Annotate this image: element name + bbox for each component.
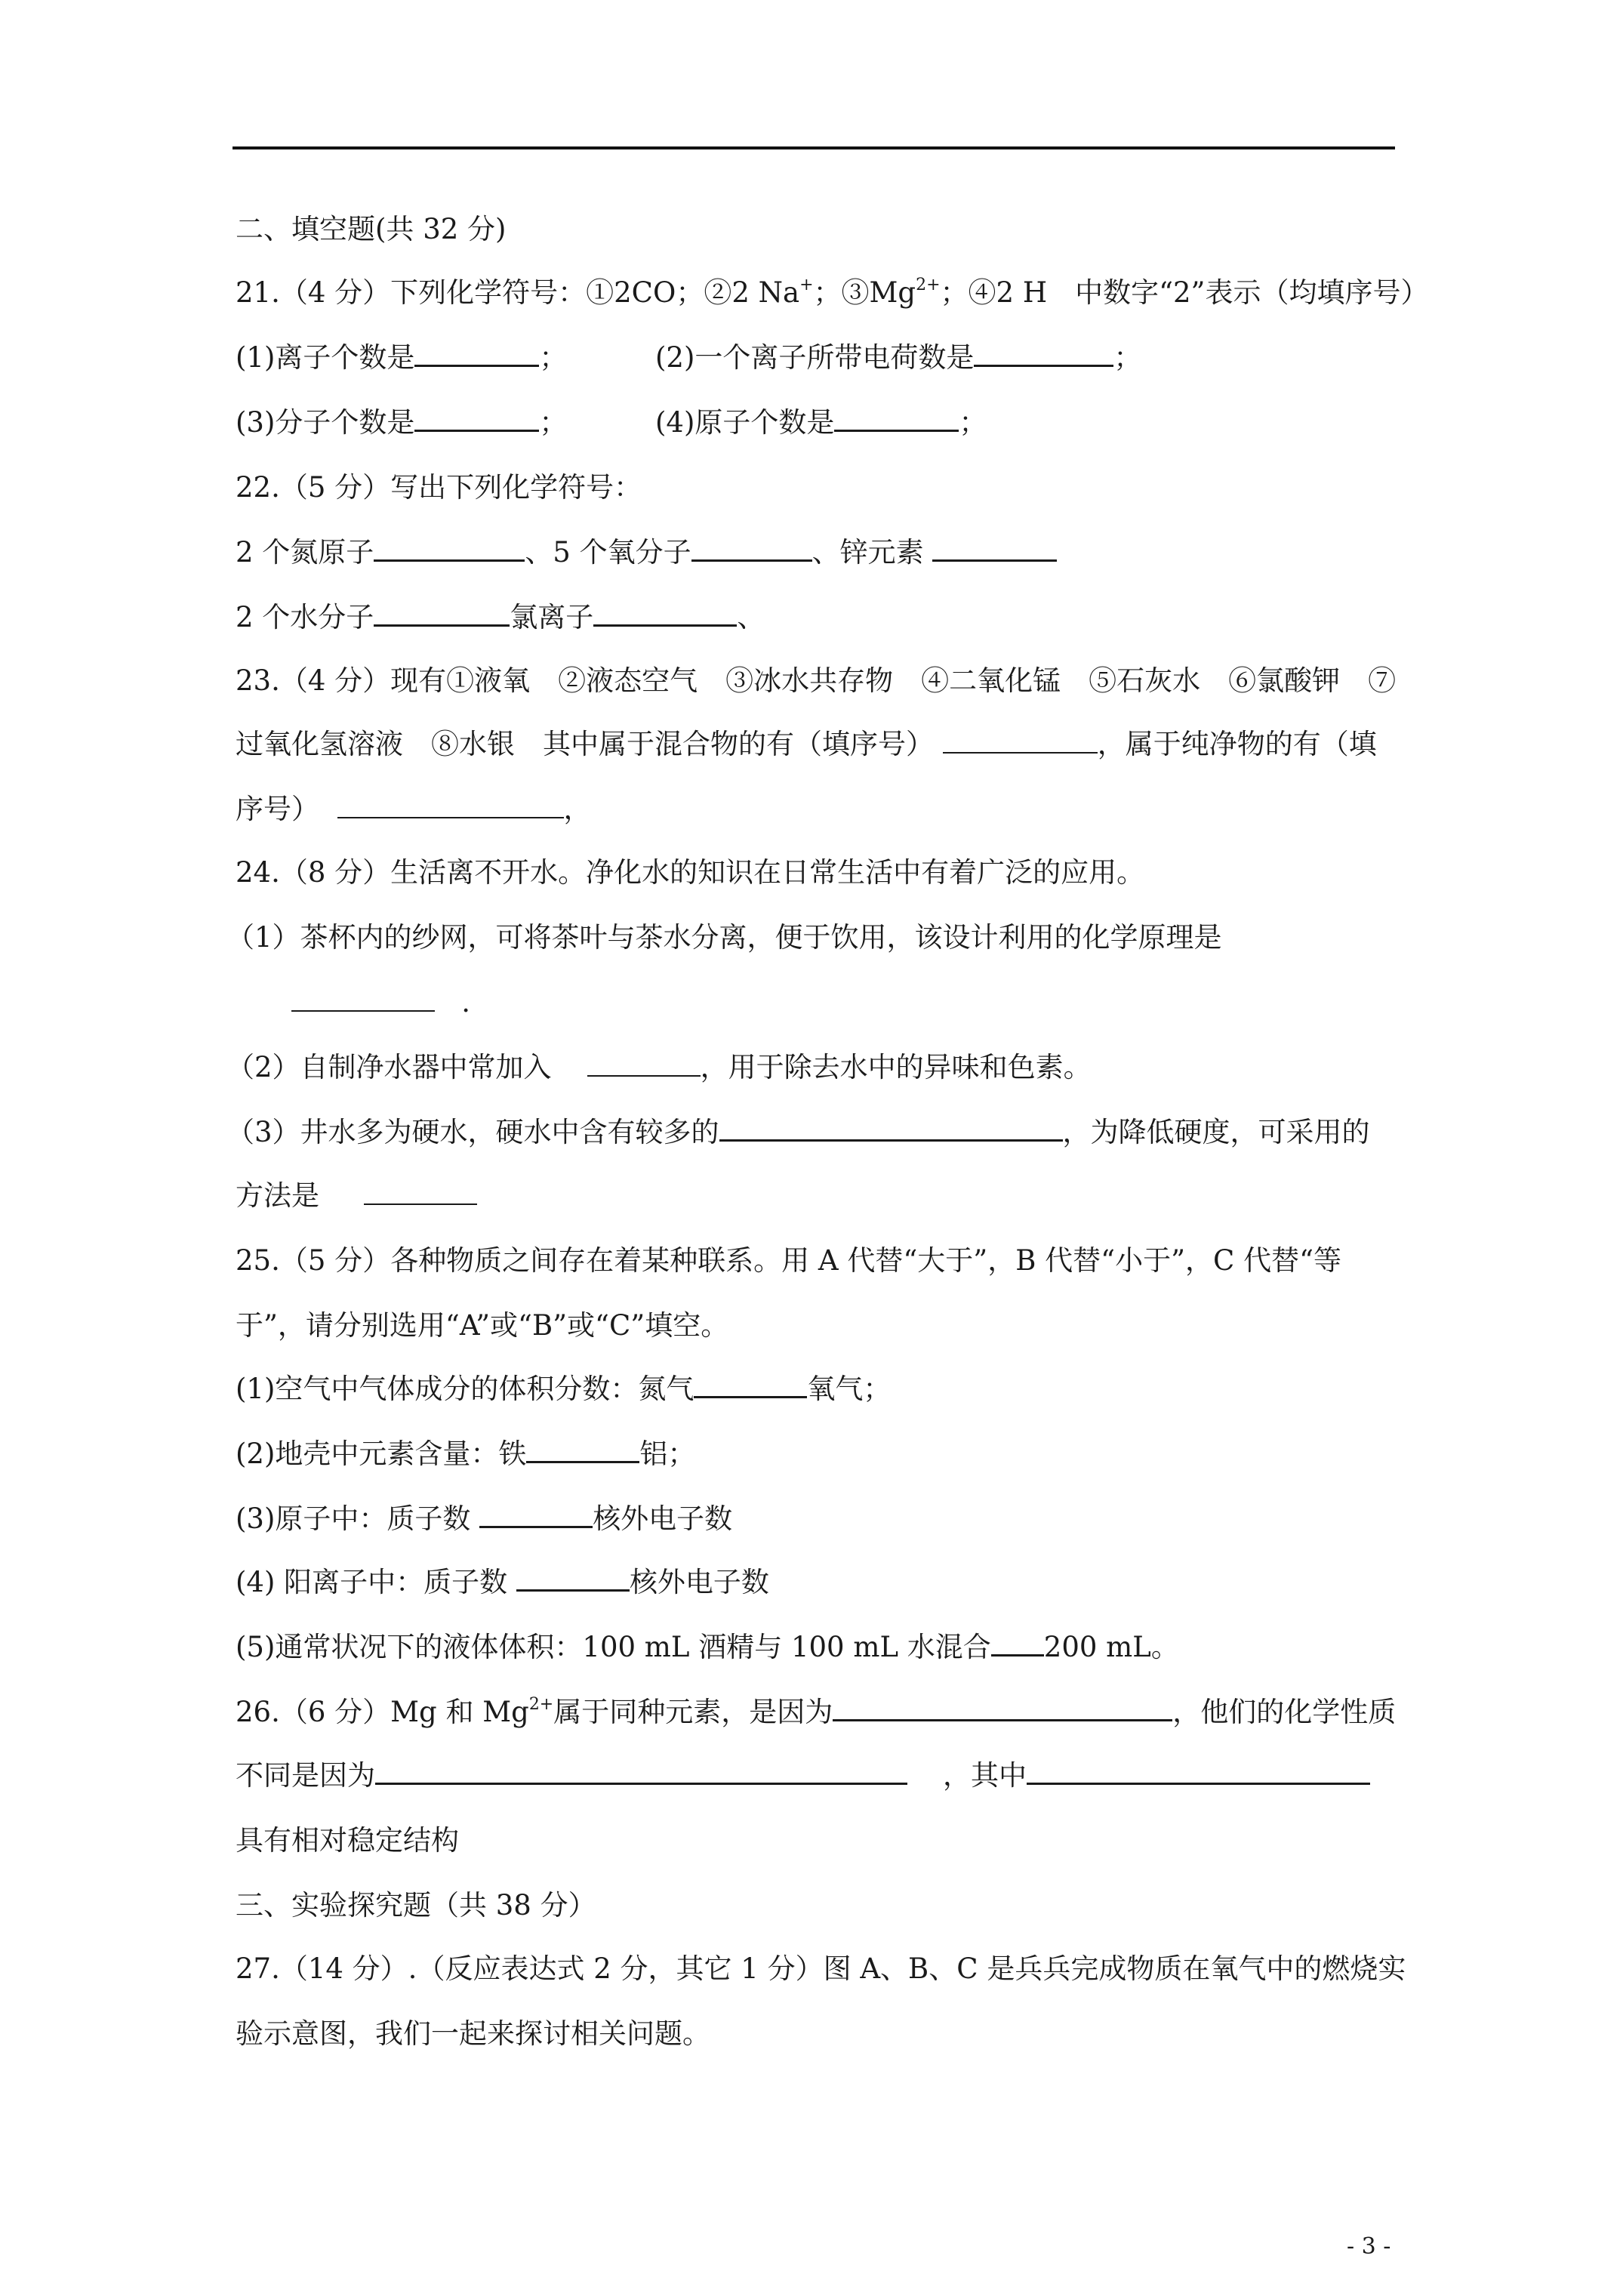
q21-stem: 21.（4 分）下列化学符号：①2CO；②2 Na+；$③Mg^{2+}$；④2 H 中数字“2”表示（均填序号） — [236, 276, 1429, 309]
q26-line-2: 不同是因为 ，其中 — [236, 1759, 1370, 1792]
answer-blank[interactable] — [291, 988, 435, 1012]
q27-line-2: 验示意图，我们一起来探讨相关问题。 — [236, 2017, 710, 2050]
answer-blank[interactable] — [516, 1567, 630, 1592]
q24-part-2: （2）自制净水器中常加入 ，用于除去水中的异味和色素。 — [226, 1051, 1092, 1083]
q25-part-3: (3)原子中：质子数 核外电子数 — [236, 1502, 733, 1535]
answer-blank[interactable] — [719, 1117, 1063, 1142]
q26-line-1: 26.（6 分）Mg 和 $Mg^{2+}$属于同种元素，是因为 ，他们的化学性质 — [236, 1695, 1397, 1728]
answer-blank[interactable] — [337, 794, 564, 818]
section-3-title: 三、实验探究题（共 38 分） — [236, 1889, 596, 1922]
section-2-title: 二、填空题(共 32 分) — [236, 213, 507, 245]
q25-part-2: (2)地壳中元素含量：铁 铝； — [236, 1438, 696, 1470]
q23-line-1: 23.（4 分）现有①液氧 ②液态空气 ③冰水共存物 ④二氧化锰 ⑤石灰水 ⑥氯酸钾 ⑦ — [236, 664, 1397, 697]
q24-stem: 24.（8 分）生活离不开水。净化水的知识在日常生活中有着广泛的应用。 — [236, 856, 1145, 889]
q25-part-5: (5)通常状况下的液体体积：100 mL 酒精与 100 mL 水混合 200 mL。 — [236, 1631, 1179, 1663]
header-rule — [233, 146, 1395, 149]
q21-part-2: (2)一个离子所带电荷数是 ； — [655, 341, 1142, 374]
q22-line-1: 2 个氮原子 、5 个氧分子 、锌元素 — [236, 536, 1057, 569]
q22-line-2: 2 个水分子 氯离子 、 — [236, 601, 765, 633]
q25-line-1: 25.（5 分）各种物质之间存在着某种联系。用 A 代替“大于”，B 代替“小于”，C 代替“等 — [236, 1244, 1341, 1277]
answer-blank[interactable] — [932, 537, 1057, 562]
answer-blank[interactable] — [1027, 1760, 1370, 1785]
answer-blank[interactable] — [364, 1181, 477, 1205]
q22-stem: 22.（5 分）写出下列化学符号： — [236, 471, 642, 504]
q24-part-3-cont: 方法是 — [236, 1179, 477, 1213]
answer-blank[interactable] — [479, 1503, 593, 1528]
answer-blank[interactable] — [834, 407, 959, 432]
answer-blank[interactable] — [694, 1373, 807, 1398]
answer-blank[interactable] — [833, 1697, 1172, 1721]
q21-part-1: (1)离子个数是 ； — [236, 341, 568, 374]
q26-line-3: 具有相对稳定结构 — [236, 1824, 459, 1857]
q24-part-1: （1）茶杯内的纱网，可将茶叶与茶水分离，便于饮用，该设计利用的化学原理是 — [226, 921, 1222, 954]
answer-blank[interactable] — [974, 342, 1113, 367]
q27-line-1: 27.（14 分）.（反应表达式 2 分，其它 1 分）图 A、B、C 是兵兵完成物质在氧气中的燃烧实 — [236, 1952, 1406, 1985]
answer-blank[interactable] — [991, 1632, 1044, 1657]
q23-line-2: 过氧化氢溶液 ⑧水银 其中属于混合物的有（填序号） ，属于纯净物的有（填 — [236, 728, 1377, 760]
q21-part-3: (3)分子个数是 ； — [236, 406, 568, 439]
answer-blank[interactable] — [691, 537, 812, 562]
answer-blank[interactable] — [374, 602, 510, 627]
q24-part-3: （3）井水多为硬水，硬水中含有较多的 ，为降低硬度，可采用的 — [226, 1116, 1370, 1148]
page-number: - 3 - — [1347, 2233, 1391, 2260]
q25-part-1: (1)空气中气体成分的体积分数：氮气 氧气； — [236, 1373, 892, 1405]
q25-line-2: 于”，请分别选用“A”或“B”或“C”填空。 — [236, 1309, 729, 1342]
answer-blank[interactable] — [526, 1438, 639, 1463]
answer-blank[interactable] — [375, 1760, 907, 1785]
answer-blank[interactable] — [587, 1052, 701, 1077]
q23-line-3: 序号） ， — [236, 793, 592, 825]
answer-blank[interactable] — [593, 602, 737, 627]
answer-blank[interactable] — [414, 407, 539, 432]
q24-part-1-answer: . — [291, 986, 470, 1019]
q21-part-4: (4)原子个数是 ； — [655, 406, 987, 439]
answer-blank[interactable] — [414, 342, 539, 367]
answer-blank[interactable] — [374, 537, 525, 562]
answer-blank[interactable] — [943, 729, 1098, 754]
q25-part-4: (4) 阳离子中：质子数 核外电子数 — [236, 1566, 769, 1598]
